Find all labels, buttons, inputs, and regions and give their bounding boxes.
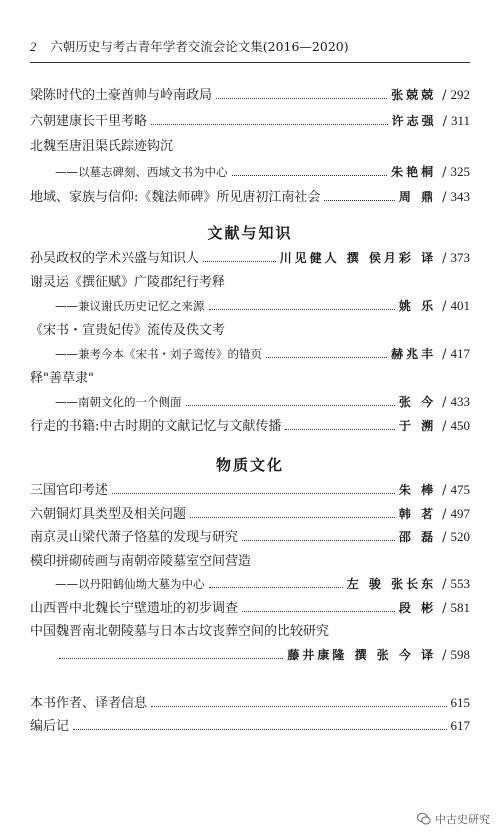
- separator-slash: /: [442, 251, 447, 266]
- toc-entry: [55, 643, 470, 663]
- toc-entry-author: 朱 棒: [398, 483, 437, 497]
- toc-entry: [30, 318, 470, 338]
- toc-entry-title: 本书作者、译者信息: [30, 696, 148, 711]
- toc-entry: [30, 366, 470, 386]
- toc-entry-page: 292: [450, 87, 470, 102]
- toc-entry: [30, 619, 470, 639]
- toc-entry: [30, 502, 470, 522]
- toc-entry: [30, 714, 470, 734]
- separator-slash: /: [442, 506, 447, 522]
- toc-entry-page: 598: [450, 646, 470, 662]
- watermark: [417, 811, 490, 827]
- toc-entry: [30, 134, 470, 154]
- separator-slash: /: [442, 88, 447, 103]
- dot-leader: [242, 540, 395, 541]
- dot-leader: [186, 405, 395, 406]
- toc-entry-title: 释"善草隶": [30, 371, 94, 386]
- running-header: [30, 37, 470, 55]
- page-number: 2: [30, 40, 37, 54]
- toc-entry: [30, 549, 470, 569]
- toc-entry: [30, 185, 470, 205]
- toc-entry-title: 山西晋中北魏长宁壁遗址的初步调查: [30, 600, 239, 616]
- toc-entry-page: 325: [450, 163, 470, 179]
- toc-entry-subtitle: ——以墓志碑刻、西域文书为中心: [55, 164, 228, 179]
- separator-slash: /: [442, 347, 447, 362]
- toc-entry-author: 张兢兢: [391, 88, 437, 102]
- toc-entry-author: 姚 乐: [398, 299, 437, 313]
- toc-entry-author: 藤井康隆 撰 张 今 译: [287, 647, 437, 662]
- toc-entry-author: 韩 茗: [398, 506, 437, 521]
- toc-entry-title: 《宋书・宣贵妃传》流传及佚文考: [30, 323, 226, 338]
- toc-entry-title: 行走的书籍:中古时期的文献记忆与文献传播: [30, 419, 282, 434]
- watermark-text: 中古史研究: [435, 813, 490, 826]
- toc-entry-author: 周 鼎: [398, 190, 437, 204]
- dot-leader: [209, 309, 395, 310]
- toc-entry-title: 模印拼砌砖画与南朝帝陵墓室空间营造: [30, 553, 252, 569]
- toc-entry-subtitle: ——南朝文化的一个侧面: [55, 395, 182, 409]
- toc-entry-author: 赫兆丰: [391, 347, 437, 361]
- toc-entry-page: 401: [450, 298, 470, 313]
- toc-entry-author: 川见健人 撰 侯月彩 译: [279, 251, 437, 265]
- toc-entry: [30, 246, 470, 266]
- toc-entry-subtitle: ——兼议谢氏历史记忆之来源: [55, 299, 205, 313]
- toc-entry-author: 于 溯: [398, 419, 437, 433]
- toc-entry-page: 581: [450, 599, 470, 615]
- toc-entry: [30, 478, 470, 498]
- separator-slash: /: [442, 600, 447, 616]
- toc-entry-page: 497: [450, 505, 470, 521]
- toc-entry-author: 朱艳桐: [391, 164, 437, 179]
- separator-slash: /: [442, 577, 447, 592]
- toc-entry-author: 左 骏 张长东: [346, 577, 437, 591]
- toc-entry-title: 三国官印考述: [30, 483, 109, 498]
- toc-entry-page: 475: [450, 482, 470, 497]
- toc-entry-page: 433: [450, 394, 470, 409]
- toc-entry-title: 编后记: [30, 719, 70, 734]
- toc-entry-title: 六朝建康长干里考略: [30, 113, 148, 129]
- toc-entry-subtitle: ——兼考今本《宋书・刘子鸾传》的错页: [55, 347, 262, 361]
- toc-entry: [30, 270, 470, 290]
- toc-entry-title: 中国魏晋南北朝陵墓与日本古坟丧葬空间的比较研究: [30, 624, 330, 639]
- toc-entry: [30, 525, 470, 545]
- dot-leader: [112, 493, 395, 494]
- section-heading-material-culture: 物质文化: [215, 456, 284, 474]
- toc-entry-page: 311: [450, 112, 470, 128]
- toc-entry-page: 520: [450, 529, 470, 544]
- dot-leader: [59, 658, 283, 659]
- toc-entry-author: 段 彬: [398, 600, 437, 615]
- toc-entry-author: 张 今: [398, 395, 437, 409]
- separator-slash: /: [442, 647, 447, 663]
- toc-entry-page: 373: [450, 250, 470, 265]
- separator-slash: /: [442, 113, 447, 129]
- toc-entry-title: 梁陈时代的土豪酋帅与岭南政局: [30, 88, 213, 103]
- toc-entry: [55, 390, 470, 410]
- toc-entry: [55, 294, 470, 314]
- toc-entry-page: 417: [450, 346, 470, 361]
- dot-leader: [242, 611, 395, 612]
- dot-leader: [203, 261, 276, 262]
- toc-entry: [30, 109, 470, 129]
- toc-entry-page: 343: [450, 189, 470, 204]
- dot-leader: [232, 175, 388, 176]
- header-rule: [30, 62, 470, 63]
- separator-slash: /: [442, 419, 447, 434]
- toc-entry-title: 孙吴政权的学术兴盛与知识人: [30, 251, 200, 266]
- section-heading-literature: 文献与知识: [207, 224, 293, 242]
- separator-slash: /: [442, 483, 447, 498]
- toc-entry-page: 450: [450, 418, 470, 433]
- separator-slash: /: [442, 164, 447, 180]
- separator-slash: /: [442, 299, 447, 314]
- separator-slash: /: [442, 190, 447, 205]
- dot-leader: [266, 357, 387, 358]
- toc-entry-title: 地域、家族与信仰:《魏法师碑》所见唐初江南社会: [30, 190, 321, 205]
- toc-entry: [30, 83, 470, 103]
- toc-entry-page: 553: [450, 576, 470, 591]
- toc-entry: [30, 691, 470, 711]
- toc-entry-page: 617: [450, 718, 470, 733]
- toc-entry-author: 邵 磊: [398, 530, 437, 544]
- dot-leader: [151, 706, 446, 707]
- separator-slash: /: [442, 395, 447, 410]
- toc-entry-title: 谢灵运《撰征赋》广陵郡纪行考释: [30, 275, 226, 290]
- toc-entry-title: 北魏至唐沮渠氏踪迹钩沉: [30, 139, 174, 154]
- wechat-icon: [417, 812, 431, 826]
- dot-leader: [73, 729, 446, 730]
- toc-entry-title: 六朝铜灯具类型及相关问题: [30, 506, 187, 522]
- dot-leader: [209, 587, 343, 588]
- running-title: 六朝历史与考古青年学者交流会论文集(2016—2020): [50, 39, 349, 54]
- dot-leader: [216, 98, 387, 99]
- toc-entry: [30, 414, 470, 434]
- toc-entry: [55, 160, 470, 180]
- dot-leader: [151, 124, 388, 125]
- dot-leader: [324, 200, 395, 201]
- toc-entry-title: 南京灵山梁代萧子恪墓的发现与研究: [30, 530, 239, 545]
- dot-leader: [285, 429, 395, 430]
- toc-entry-subtitle: ——以丹阳鹤仙坳大墓为中心: [55, 577, 205, 591]
- dot-leader: [190, 517, 395, 518]
- toc-entry: [55, 342, 470, 362]
- toc-entry: [55, 572, 470, 592]
- toc-entry-page: 615: [450, 695, 470, 710]
- toc-entry-author: 许志强: [391, 113, 437, 128]
- toc-entry: [30, 596, 470, 616]
- separator-slash: /: [442, 530, 447, 545]
